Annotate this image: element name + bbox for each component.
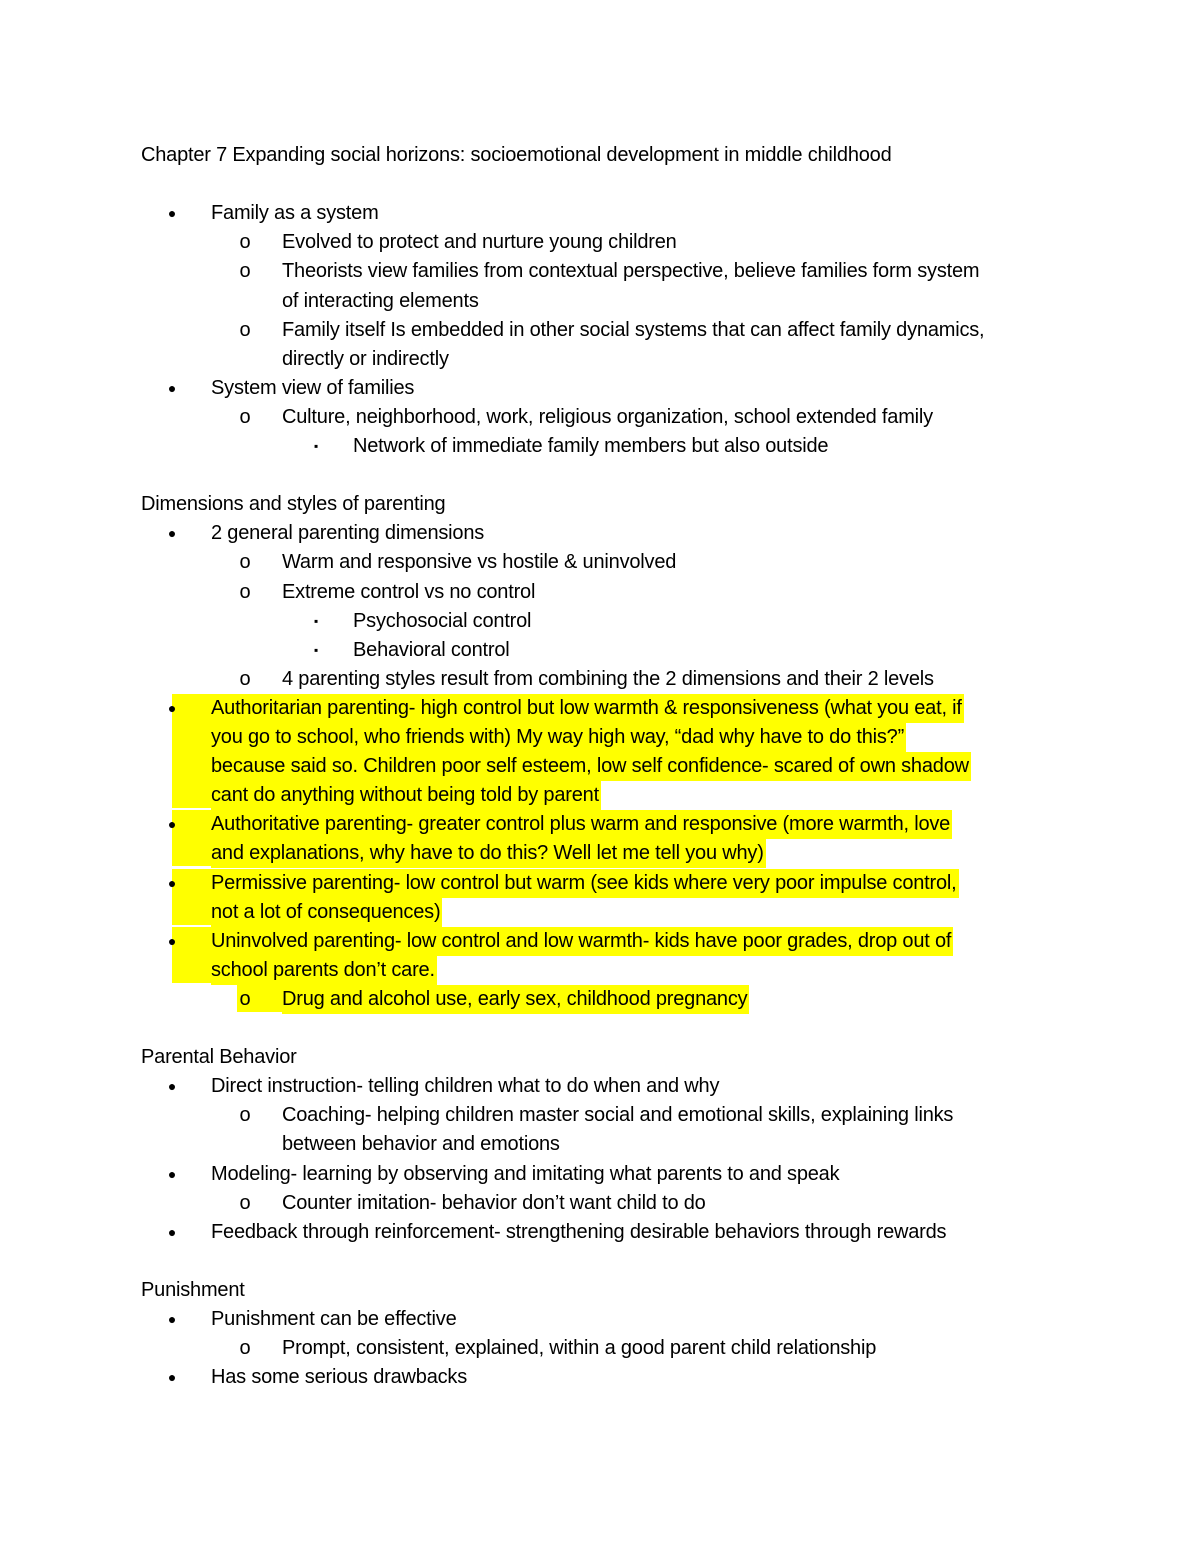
circle-bullet-icon: o bbox=[239, 260, 251, 283]
list-item-text: Feedback through reinforcement- strengthening desirable behaviors through rewards bbox=[211, 1220, 947, 1243]
list-item-text: school parents don’t care. bbox=[211, 956, 437, 985]
list-item-text: 2 general parenting dimensions bbox=[211, 522, 485, 545]
list-item-text: Prompt, consistent, explained, within a good parent child relationship bbox=[282, 1337, 877, 1360]
list-item-text: System view of families bbox=[211, 376, 415, 399]
list-item-text: Coaching- helping children master social and emotional skills, explaining links bbox=[282, 1104, 954, 1127]
list-item-text: you go to school, who friends with) My way high way, “dad why have to do this?” bbox=[211, 723, 906, 752]
circle-bullet-icon: o bbox=[239, 987, 251, 1010]
list-item-text: and explanations, why have to do this? Well let me tell you why) bbox=[211, 839, 766, 868]
bullet-icon: ● bbox=[167, 816, 177, 833]
circle-bullet-icon: o bbox=[239, 667, 251, 690]
bullet-icon: ● bbox=[167, 1165, 177, 1182]
square-bullet-icon: ▪ bbox=[313, 642, 319, 657]
page-title: Chapter 7 Expanding social horizons: socioemotional development in middle childhood bbox=[141, 144, 892, 166]
list-item-text: Uninvolved parenting- low control and low warmth- kids have poor grades, drop out of bbox=[211, 927, 953, 956]
bullet-icon: ● bbox=[167, 379, 177, 396]
list-item-text: between behavior and emotions bbox=[282, 1133, 560, 1156]
list-item-text: Evolved to protect and nurture young children bbox=[282, 231, 677, 254]
circle-bullet-icon: o bbox=[239, 1191, 251, 1214]
list-item-text: Punishment can be effective bbox=[211, 1308, 457, 1330]
square-bullet-icon: ▪ bbox=[313, 613, 319, 628]
list-item-text: Culture, neighborhood, work, religious organization, school extended family bbox=[282, 405, 933, 428]
list-item-text: cant do anything without being told by parent bbox=[211, 781, 601, 810]
list-item-text: Authoritarian parenting- high control but low warmth & responsiveness (what you eat, if bbox=[211, 694, 964, 723]
list-item-text: Modeling- learning by observing and imitating what parents to and speak bbox=[211, 1162, 840, 1185]
bullet-icon: ● bbox=[167, 525, 177, 542]
bullet-icon: ● bbox=[167, 1223, 177, 1240]
list-item-text: directly or indirectly bbox=[282, 347, 449, 370]
bullet-icon: ● bbox=[167, 205, 177, 222]
section-heading: Punishment bbox=[141, 1278, 245, 1301]
list-item-text: Behavioral control bbox=[353, 638, 510, 661]
list-item-text: 4 parenting styles result from combining the 2 dimensions and their 2 levels bbox=[282, 667, 934, 690]
list-item-text: Permissive parenting- low control but warm (see kids where very poor impulse control, bbox=[211, 869, 959, 898]
bullet-icon: ● bbox=[167, 1078, 177, 1095]
list-item-text: Has some serious drawbacks bbox=[211, 1366, 468, 1389]
list-item-text: Family itself Is embedded in other social systems that can affect family dynamics, bbox=[282, 318, 985, 341]
list-item-text: Psychosocial control bbox=[353, 609, 532, 632]
list-item-text: Direct instruction- telling children what to do when and why bbox=[211, 1075, 720, 1098]
list-item-text: because said so. Children poor self esteem, low self confidence- scared of own shadow bbox=[211, 752, 971, 781]
list-item-text: Theorists view families from contextual perspective, believe families form system bbox=[282, 260, 980, 283]
circle-bullet-icon: o bbox=[239, 551, 251, 574]
list-item-text: not a lot of consequences) bbox=[211, 898, 442, 927]
list-item-text: Authoritative parenting- greater control plus warm and responsive (more warmth, love bbox=[211, 810, 952, 839]
list-item-text: Network of immediate family members but also outside bbox=[353, 435, 829, 457]
bullet-icon: ● bbox=[167, 932, 177, 949]
bullet-icon: ● bbox=[167, 1369, 177, 1386]
circle-bullet-icon: o bbox=[239, 405, 251, 428]
square-bullet-icon: ▪ bbox=[313, 439, 319, 453]
section-heading: Dimensions and styles of parenting bbox=[141, 493, 446, 516]
circle-bullet-icon: o bbox=[239, 1104, 251, 1127]
circle-bullet-icon: o bbox=[239, 580, 251, 603]
list-item-text: of interacting elements bbox=[282, 289, 479, 312]
list-item-text: Drug and alcohol use, early sex, childhood pregnancy bbox=[282, 985, 749, 1014]
circle-bullet-icon: o bbox=[239, 1337, 251, 1360]
list-item-text: Counter imitation- behavior don’t want child to do bbox=[282, 1191, 706, 1214]
circle-bullet-icon: o bbox=[239, 231, 251, 254]
bullet-icon: ● bbox=[167, 874, 177, 891]
list-item-text: Extreme control vs no control bbox=[282, 580, 536, 603]
bullet-icon: ● bbox=[167, 699, 177, 716]
circle-bullet-icon: o bbox=[239, 318, 251, 341]
section-heading: Parental Behavior bbox=[141, 1046, 297, 1069]
bullet-icon: ● bbox=[167, 1311, 177, 1327]
list-item-text: Warm and responsive vs hostile & uninvolved bbox=[282, 551, 677, 574]
list-item-text: Family as a system bbox=[211, 202, 379, 225]
